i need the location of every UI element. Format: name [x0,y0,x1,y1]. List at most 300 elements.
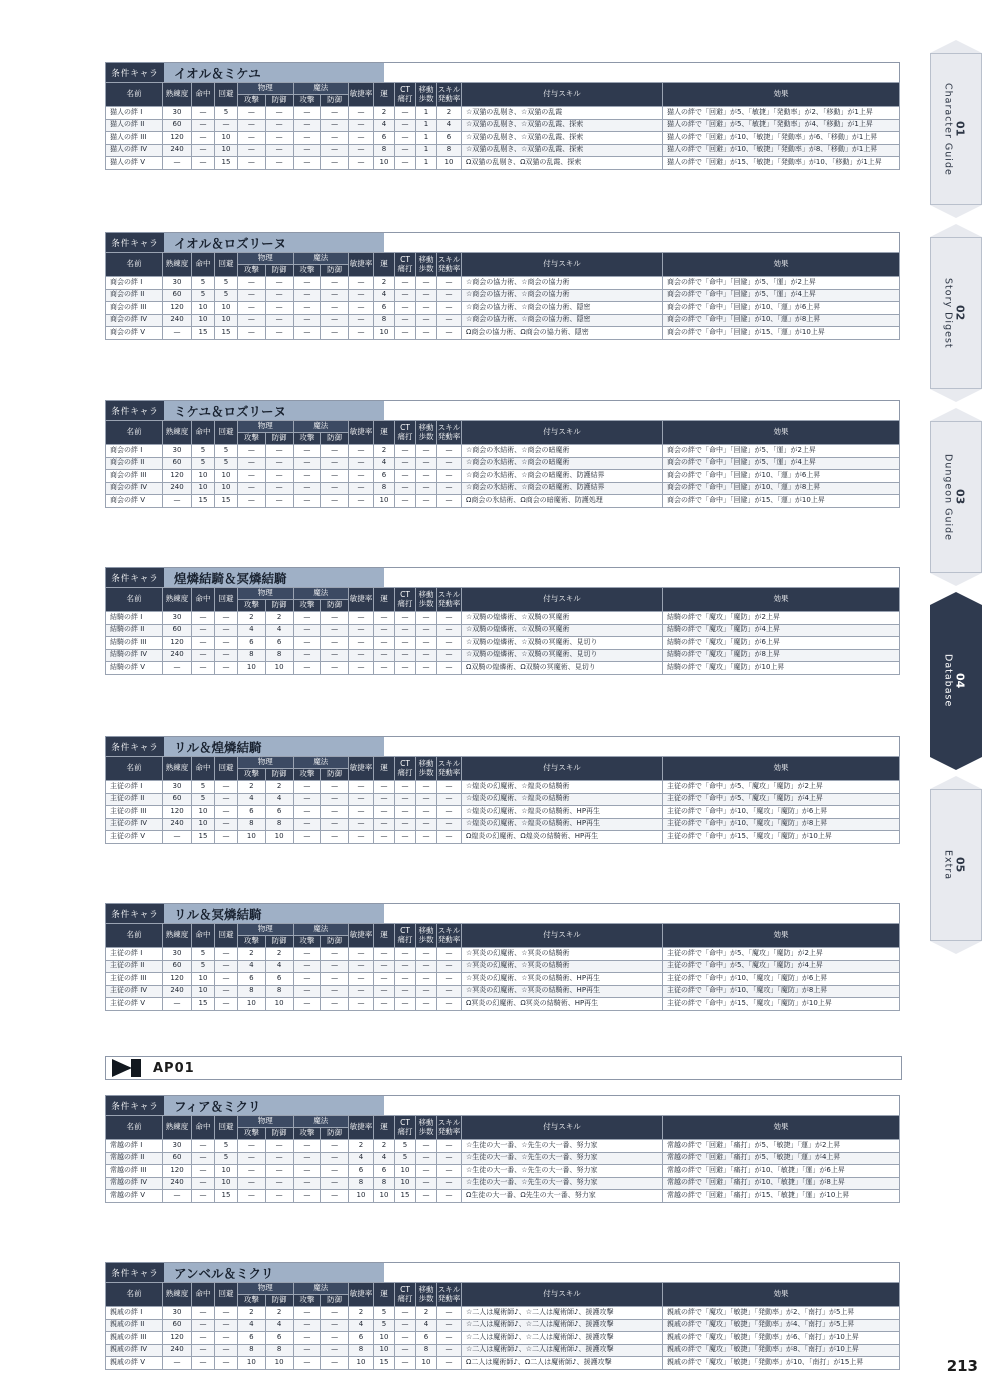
pair-title: リル＆冥燐結騎 [164,904,384,923]
cell-skill: — [437,831,462,844]
pair-title: イオル＆ミケユ [164,63,384,82]
table-row [106,649,900,662]
cell-agi: — [349,457,374,470]
cell-pa: 6 [238,1332,266,1345]
cell-ct: — [395,482,416,495]
cell-move: — [416,624,437,637]
cell-agi: 2 [349,1140,374,1153]
bond-table-block [105,400,900,508]
th-effect: 効果 [663,757,900,781]
cell-pa: 10 [238,831,266,844]
cell-ma: — [293,1140,321,1153]
cell-agi: 8 [349,1177,374,1190]
cell-eva: — [215,985,238,998]
cell-ct: — [395,1357,416,1370]
cell-move: 1 [416,132,437,145]
bond-table [105,82,900,170]
cell-pa: 4 [238,1319,266,1332]
bond-table-block [105,232,900,340]
cell-hit: — [192,1140,215,1153]
th-phys-def: 防御 [265,936,293,948]
th-magic: 魔法 [293,83,349,95]
th-ct: CT 痛打 [395,253,416,277]
cell-skill: — [437,327,462,340]
th-magic: 魔法 [293,757,349,769]
cell-skill: — [437,1165,462,1178]
th-agility: 敏捷率 [349,83,374,107]
cell-skill: — [437,612,462,625]
cell-luck: 2 [374,277,395,290]
cell-effect: 商会の絆で「命中」「回避」が15、「運」が10上昇 [663,327,900,340]
cell-pd: 8 [265,985,293,998]
sidebar-tab-01[interactable] [930,40,982,218]
cell-pd: 8 [265,649,293,662]
table-row [106,1190,900,1203]
th-phys-atk: 攻撃 [238,936,266,948]
th-hit: 命中 [192,83,215,107]
bond-table [105,1115,900,1203]
cell-effect: 主従の絆で「命中」が5、「魔攻」「魔防」が2上昇 [663,948,900,961]
cell-move: — [416,277,437,290]
cell-grant: ☆生徒の大一番、☆先生の大一番、努力家 [462,1152,663,1165]
cell-name: 主従の絆 IV [106,985,163,998]
th-magic-atk: 攻撃 [293,433,321,445]
cell-ma: — [293,818,321,831]
cell-agi: 10 [349,1190,374,1203]
th-phys-def: 防御 [265,600,293,612]
th-hit: 命中 [192,924,215,948]
ap-banner [105,1056,902,1080]
cell-grant: ☆双猫の乱剔き、☆双猫の乱霞、探索 [462,144,663,157]
cell-md: — [321,806,349,819]
cell-grant: ☆冥炎の幻魔術、☆冥炎の結騎術 [462,948,663,961]
cell-ma: — [293,1307,321,1320]
cell-ma: — [293,960,321,973]
sidebar-tab-02[interactable] [930,224,982,402]
cell-grant: ☆生徒の大一番、☆先生の大一番、努力家 [462,1165,663,1178]
cell-pa: 2 [238,948,266,961]
cell-prof: 30 [163,1140,192,1153]
cell-name: 商会の絆 II [106,457,163,470]
cell-effect: 結騎の絆で「魔攻」「魔防」が2上昇 [663,612,900,625]
cell-luck: 5 [374,1319,395,1332]
bond-table-block [105,567,900,675]
cell-move: — [416,637,437,650]
table-row [106,132,900,145]
tab-top-arrow-icon [930,592,982,605]
table-row [106,1319,900,1332]
th-magic-atk: 攻撃 [293,95,321,107]
cell-pa: 2 [238,781,266,794]
cell-agi: — [349,948,374,961]
th-name: 名前 [106,83,163,107]
th-ct: CT 痛打 [395,83,416,107]
bond-table-block [105,62,900,170]
cell-md: — [321,831,349,844]
cell-grant: ☆生徒の大一番、☆先生の大一番、努力家 [462,1177,663,1190]
cell-md: — [321,1140,349,1153]
cell-luck: 6 [374,302,395,315]
th-effect: 効果 [663,253,900,277]
bond-table-block [105,903,900,1011]
th-phys-def: 防御 [265,769,293,781]
th-phys-atk: 攻撃 [238,1295,266,1307]
cell-md: — [321,781,349,794]
cell-skill: — [437,973,462,986]
cell-skill: — [437,806,462,819]
cell-agi: — [349,470,374,483]
cell-move: — [416,649,437,662]
cell-effect: 商会の絆で「命中」「回避」が5、「運」が2上昇 [663,445,900,458]
cell-pa: 4 [238,793,266,806]
cell-name: 主従の絆 III [106,973,163,986]
cell-luck: 6 [374,132,395,145]
th-name: 名前 [106,924,163,948]
cell-agi: 6 [349,1332,374,1345]
sidebar-tab-number: 05 [953,857,967,873]
cell-agi: 4 [349,1319,374,1332]
cell-eva: 10 [215,482,238,495]
cell-skill: — [437,482,462,495]
cell-move: — [416,985,437,998]
th-magic: 魔法 [293,1116,349,1128]
sidebar-tab-number: 02 [953,305,967,321]
th-phys-atk: 攻撃 [238,433,266,445]
th-physical: 物理 [238,924,294,936]
th-name: 名前 [106,1283,163,1307]
cell-eva: 5 [215,457,238,470]
cell-effect: 猫人の絆で「回避」が5、「敏捷」「発動率」が4、「移動」が1上昇 [663,119,900,132]
cell-luck: — [374,662,395,675]
cell-luck: 10 [374,1190,395,1203]
cell-luck: — [374,960,395,973]
cell-skill: — [437,1357,462,1370]
cell-pa: — [238,1165,266,1178]
cell-skill: — [437,314,462,327]
cell-grant: ☆双騎の煌燐術、☆双騎の冥魔術 [462,612,663,625]
cell-ma: — [293,119,321,132]
th-move: 移動 歩数 [416,588,437,612]
cell-prof: 30 [163,781,192,794]
cell-ct: — [395,662,416,675]
cell-pa: — [238,119,266,132]
cell-agi: — [349,985,374,998]
cell-pa: 10 [238,662,266,675]
play-triangle-icon [112,1059,132,1077]
cell-skill: 6 [437,132,462,145]
sidebar-tab-label: Database [942,654,954,708]
cell-pd: — [265,314,293,327]
cell-name: 結騎の絆 V [106,662,163,675]
cell-prof: 240 [163,144,192,157]
cell-grant: ☆生徒の大一番、☆先生の大一番、努力家 [462,1140,663,1153]
cell-eva: — [215,1319,238,1332]
cell-hit: — [192,1307,215,1320]
cell-ct: 5 [395,1140,416,1153]
cell-md: — [321,107,349,120]
cell-prof: 240 [163,649,192,662]
th-phys-def: 防御 [265,95,293,107]
cell-pd: 10 [265,998,293,1011]
cell-hit: 15 [192,831,215,844]
cell-luck: 8 [374,482,395,495]
th-prof: 熟練度 [163,924,192,948]
sidebar-tab-number: 04 [953,673,967,689]
th-skill: スキル 発動率 [437,83,462,107]
th-magic: 魔法 [293,924,349,936]
th-name: 名前 [106,421,163,445]
cell-prof: 120 [163,973,192,986]
bond-table [105,587,900,675]
cell-skill: — [437,495,462,508]
th-prof: 熟練度 [163,757,192,781]
cell-effect: 商会の絆で「命中」「回避」が10、「運」が6上昇 [663,470,900,483]
th-luck: 運 [374,253,395,277]
th-magic: 魔法 [293,1283,349,1295]
cell-prof: 240 [163,314,192,327]
cell-md: — [321,960,349,973]
th-eva: 回避 [215,588,238,612]
cell-luck: 4 [374,457,395,470]
cell-md: — [321,314,349,327]
cell-skill: — [437,624,462,637]
th-grant-skill: 付与スキル [462,83,663,107]
cell-grant: ☆商会の氷結術、☆商会の暗魔術 [462,457,663,470]
cell-md: — [321,1357,349,1370]
cell-md: — [321,495,349,508]
th-hit: 命中 [192,1116,215,1140]
sidebar-tab-04[interactable] [930,592,982,770]
cell-agi: — [349,482,374,495]
cell-pa: — [238,470,266,483]
cell-prof: 30 [163,445,192,458]
cell-eva: 5 [215,107,238,120]
cell-prof: 60 [163,960,192,973]
cell-agi: 8 [349,1344,374,1357]
cell-grant: ☆双騎の煌燐術、☆双騎の冥魔術、見切り [462,649,663,662]
cell-pd: 6 [265,1332,293,1345]
table-row [106,482,900,495]
cell-pa: 2 [238,612,266,625]
table-header [105,567,900,587]
cell-pd: 10 [265,1357,293,1370]
cell-pd: — [265,302,293,315]
table-row [106,1140,900,1153]
cell-skill: — [437,1190,462,1203]
table-row [106,470,900,483]
cell-eva: — [215,806,238,819]
cell-grant: ☆煌炎の幻魔術、☆煌炎の結騎術 [462,793,663,806]
th-move: 移動 歩数 [416,421,437,445]
cell-ma: — [293,482,321,495]
cell-pd: — [265,1140,293,1153]
cell-hit: — [192,1344,215,1357]
header-filler [384,1263,899,1282]
cell-luck: — [374,612,395,625]
cell-hit: 10 [192,302,215,315]
cell-pa: 4 [238,624,266,637]
cell-luck: — [374,793,395,806]
cell-name: 商会の絆 II [106,289,163,302]
cell-grant: ☆冥炎の幻魔術、☆冥炎の結騎術、HP再生 [462,973,663,986]
cell-pd: — [265,482,293,495]
cell-eva: — [215,612,238,625]
cell-eva: 5 [215,289,238,302]
th-skill: スキル 発動率 [437,421,462,445]
cell-pa: — [238,277,266,290]
cell-move: — [416,831,437,844]
cell-prof: 120 [163,1332,192,1345]
cell-ct: — [395,445,416,458]
cell-move: — [416,1140,437,1153]
cell-ma: — [293,793,321,806]
cell-skill: — [437,277,462,290]
ap-banner-label: AP01 [153,1060,195,1076]
cell-ma: — [293,132,321,145]
cell-ma: — [293,1177,321,1190]
th-physical: 物理 [238,253,294,265]
cell-pd: — [265,144,293,157]
cell-pa: — [238,1152,266,1165]
cell-pd: — [265,1190,293,1203]
table-header [105,400,900,420]
table-row [106,806,900,819]
cell-prof: 240 [163,482,192,495]
cell-pa: 8 [238,649,266,662]
th-effect: 効果 [663,1116,900,1140]
cell-luck: — [374,831,395,844]
th-move: 移動 歩数 [416,1116,437,1140]
pair-title: リル＆煌燐結騎 [164,737,384,756]
cell-name: 商会の絆 IV [106,482,163,495]
cell-md: — [321,948,349,961]
cell-agi: 2 [349,1307,374,1320]
cell-effect: 結騎の絆で「魔攻」「魔防」が4上昇 [663,624,900,637]
sidebar-tab-number: 03 [953,489,967,505]
th-physical: 物理 [238,588,294,600]
th-phys-def: 防御 [265,433,293,445]
cell-agi: — [349,806,374,819]
th-skill: スキル 発動率 [437,588,462,612]
cell-agi: — [349,612,374,625]
cell-ma: — [293,457,321,470]
cell-move: 1 [416,119,437,132]
cell-md: — [321,1177,349,1190]
sidebar-tab-03[interactable] [930,408,982,586]
cell-agi: — [349,818,374,831]
cell-pd: — [265,157,293,170]
cell-skill: — [437,985,462,998]
th-eva: 回避 [215,1283,238,1307]
cell-pa: — [238,107,266,120]
cell-hit: — [192,144,215,157]
banner-bar-icon [131,1059,141,1077]
cell-name: 主従の絆 II [106,960,163,973]
cell-prof: — [163,831,192,844]
cell-effect: 主従の絆で「命中」が10、「魔攻」「魔防」が8上昇 [663,818,900,831]
cell-ct: — [395,960,416,973]
cell-pd: — [265,495,293,508]
table-row [106,973,900,986]
cell-effect: 猫人の絆で「回避」が15、「敏捷」「発動率」が10、「移動」が1上昇 [663,157,900,170]
th-luck: 運 [374,757,395,781]
cell-name: 猫人の絆 II [106,119,163,132]
cell-pa: — [238,314,266,327]
cell-hit: — [192,1357,215,1370]
condition-char-label: 条件キャラ [106,1096,164,1115]
cell-prof: 240 [163,985,192,998]
th-skill: スキル 発動率 [437,253,462,277]
table-row [106,960,900,973]
cell-luck: — [374,818,395,831]
cell-md: — [321,144,349,157]
cell-name: 親戚の絆 IV [106,1344,163,1357]
th-physical: 物理 [238,83,294,95]
cell-agi: — [349,302,374,315]
cell-name: 商会の絆 IV [106,314,163,327]
cell-ma: — [293,1357,321,1370]
cell-pd: 8 [265,818,293,831]
cell-agi: — [349,144,374,157]
th-phys-def: 防御 [265,265,293,277]
sidebar-tab-05[interactable] [930,776,982,954]
cell-skill: — [437,289,462,302]
cell-pa: — [238,457,266,470]
cell-pd: 2 [265,1307,293,1320]
cell-effect: 猫人の絆で「回避」が5、「敏捷」「発動率」が2、「移動」が1上昇 [663,107,900,120]
cell-pd: 10 [265,831,293,844]
cell-eva: 5 [215,445,238,458]
cell-ct: — [395,985,416,998]
cell-skill: — [437,457,462,470]
cell-prof: — [163,327,192,340]
cell-ct: — [395,637,416,650]
cell-eva: 10 [215,1177,238,1190]
cell-eva: — [215,649,238,662]
th-eva: 回避 [215,253,238,277]
cell-agi: — [349,649,374,662]
cell-effect: 常越の絆で「回避」「痛打」が5、「敏捷」「運」が4上昇 [663,1152,900,1165]
cell-eva: — [215,1332,238,1345]
cell-grant: ☆双猫の乱剔き、☆双猫の乱霞、探索 [462,132,663,145]
condition-char-label: 条件キャラ [106,63,164,82]
cell-luck: 4 [374,119,395,132]
cell-move: — [416,998,437,1011]
cell-move: — [416,327,437,340]
header-filler [384,63,899,82]
cell-ma: — [293,612,321,625]
table-row [106,277,900,290]
cell-pd: 4 [265,960,293,973]
cell-md: — [321,624,349,637]
cell-move: — [416,1190,437,1203]
cell-pd: 6 [265,973,293,986]
th-grant-skill: 付与スキル [462,924,663,948]
cell-ct: — [395,302,416,315]
cell-pd: — [265,327,293,340]
cell-md: — [321,649,349,662]
cell-move: — [416,662,437,675]
cell-luck: 6 [374,1165,395,1178]
cell-move: 1 [416,157,437,170]
cell-prof: 30 [163,277,192,290]
cell-agi: — [349,327,374,340]
cell-ma: — [293,624,321,637]
cell-pa: — [238,482,266,495]
cell-pa: — [238,144,266,157]
cell-name: 親戚の絆 V [106,1357,163,1370]
cell-eva: — [215,973,238,986]
